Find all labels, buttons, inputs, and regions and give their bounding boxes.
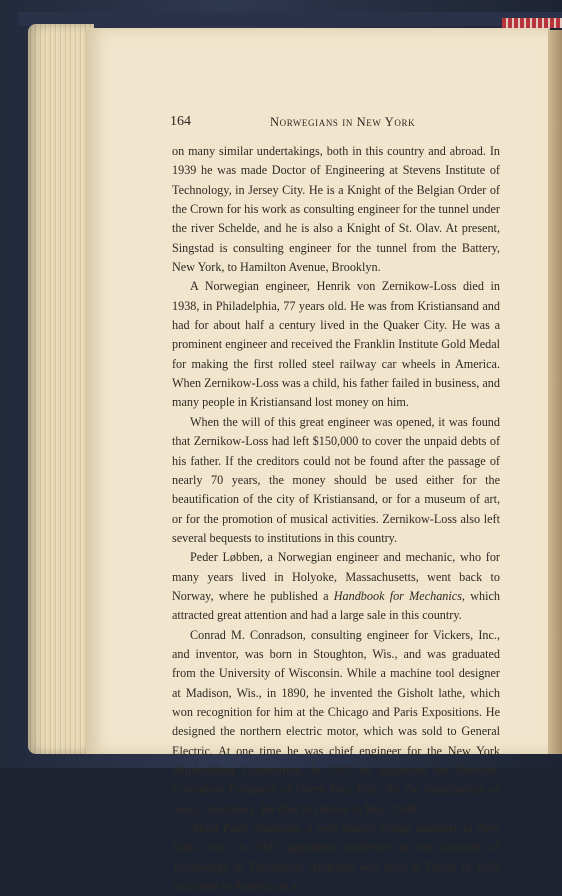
- paragraph-3: When the will of this great engineer was opened, it was found that Zernikow-Loss had left $150,000 to cover the unpaid debts of his father. If the creditors could not be found after the passage of nearly 70 years, the money should be used either for the beautification of the city of Kristiansand, or for a museum of art, or for the promotion of musical activities. Zernikow-Loss also left several bequests to institutions in this country.: [172, 414, 500, 545]
- paragraph-6: Aksel Pauli Andersen, a well known bridge engineer in New York, was in 1937 appointed professor at the Institute of Technology in Trondheim. Andersen was born at Tynset in 1892 and came to America as a: [172, 821, 500, 894]
- paragraph-4-before: Peder Løbben, a Norwegian engineer and mechanic, who for many years lived in Holyoke, Massachusetts, went back to Norway, where he published a: [172, 550, 500, 603]
- paragraph-4-after: which attracted great attention and had a large sale in this country.: [172, 588, 500, 623]
- page-header: [170, 114, 500, 132]
- paragraph-4: [172, 548, 500, 625]
- running-head: Norwegians in New York: [270, 115, 416, 129]
- body-text: [172, 142, 500, 896]
- page-stack-edge: [28, 24, 94, 754]
- paragraph-1: on many similar undertakings, both in this country and abroad. In 1939 he was made Doctor of Engineering at Stevens Institute of Technology, in Jersey City. He is a Knight of the Belgian Order of the Crown for his work as consulting engineer for the tunnel under the river Schelde, and he is also a Knight of St. Olav. At present, Singstad is consulting engineer for the tunnel from the Battery, New York, to Hamilton Avenue, Brooklyn.: [172, 144, 500, 275]
- page-number: 164: [170, 114, 191, 129]
- page-right-edge: [548, 30, 562, 754]
- cover-top-edge: [18, 12, 562, 26]
- paragraph-2: A Norwegian engineer, Henrik von Zernikow-Loss died in 1938, in Philadelphia, 77 years old. He was from Kristiansand and had for about half a century lived in the Quaker City. He was a prominent engineer and received the Franklin Institute Gold Medal for making the first rolled steel railway car wheels in America. When Zernikow-Loss was a child, his father failed in business, and many people in Kristiansand lost money on him.: [172, 279, 500, 410]
- bookmark-ribbon: [502, 18, 562, 28]
- paragraph-5: Conrad M. Conradson, consulting engineer for Vickers, Inc., and inventor, was born in Stoughton, Wis., and was graduated from the University of Wisconsin. While a machine tool designer at Madison, Wis., in 1890, he invented the Gisholt lathe, which won recognition for him at the Chicago and Paris Expositions. He designed the northern electric motor, which was sold to General Electric. At one time he was chief engineer for the New York Shipbuilding Corporation. In 1917 he organized the Ryerson-Conradson Company of Green Bay, Wis., for the manufacture of heavy machinery. He died in Detroit in May, 1940.: [172, 627, 500, 816]
- book-title: Handbook for Mechanics,: [333, 588, 465, 603]
